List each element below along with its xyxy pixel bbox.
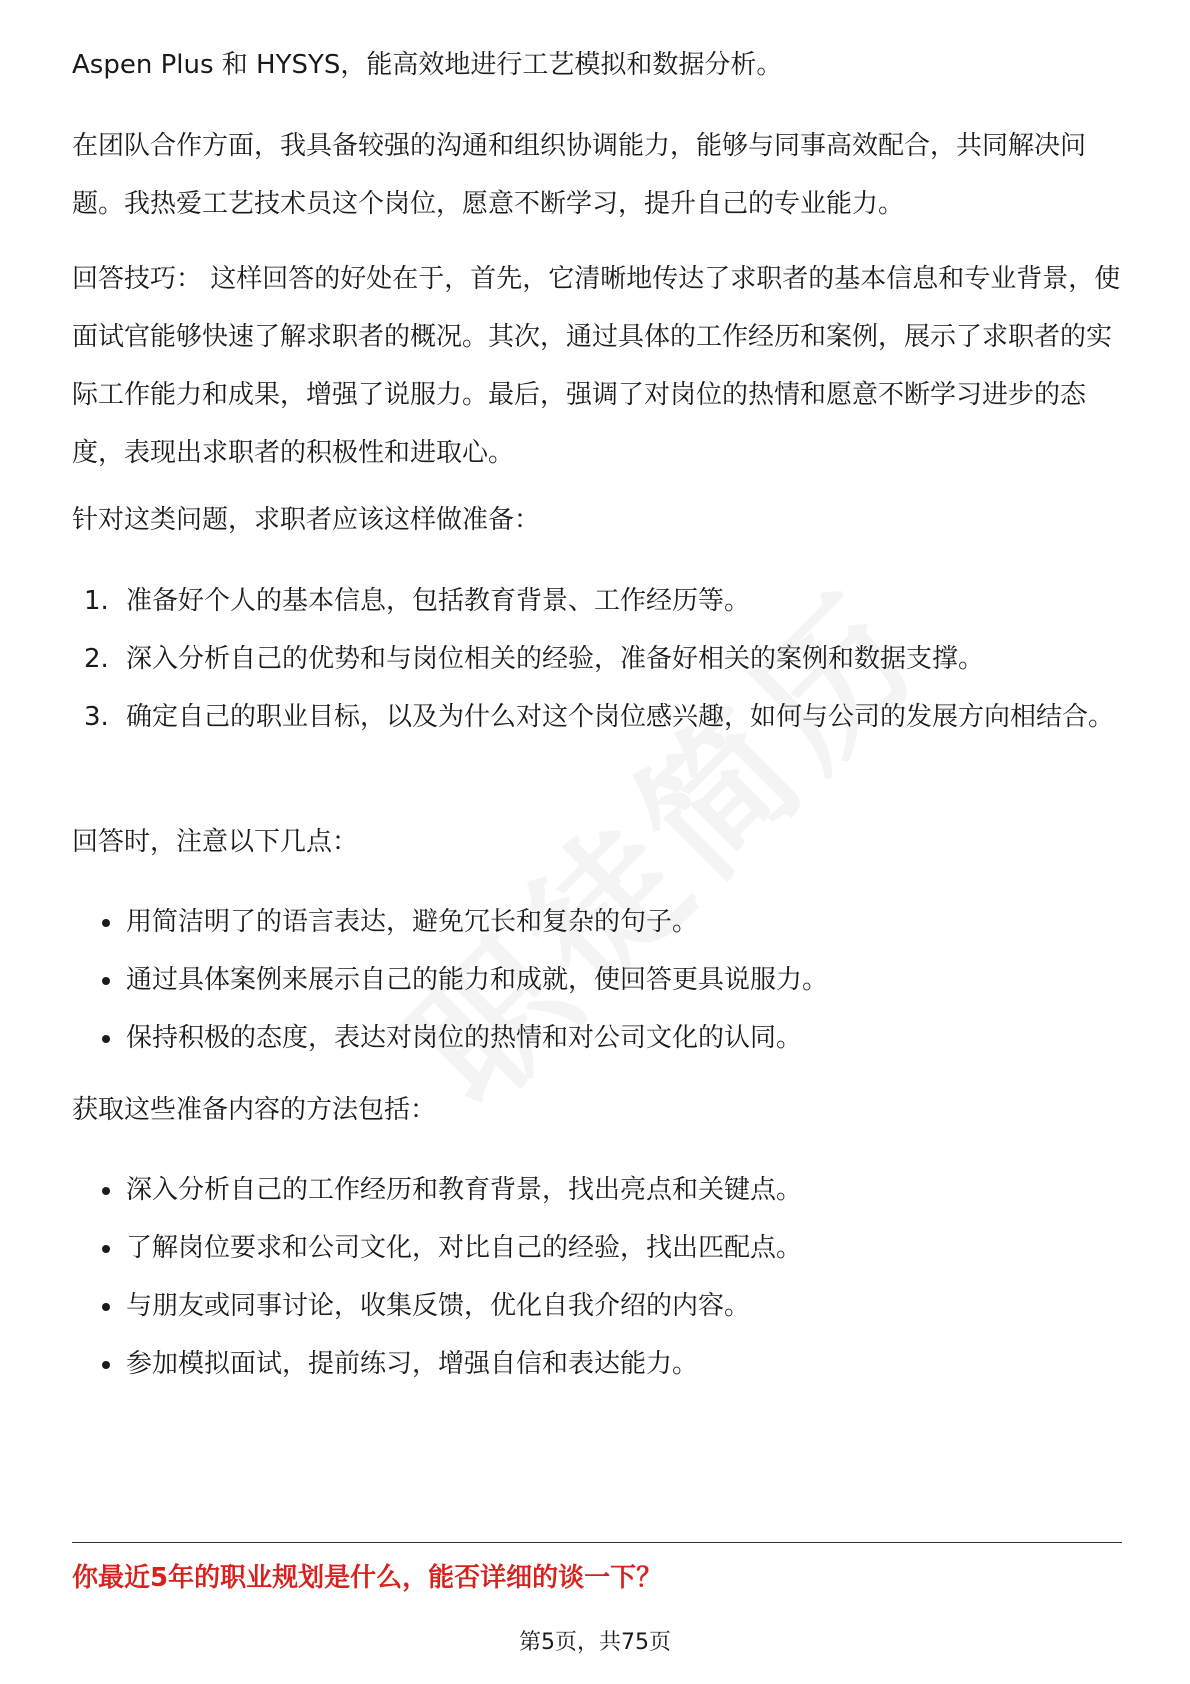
paragraph-methods-intro: 获取这些准备内容的方法包括： [72,1095,437,1125]
list-item [72,630,1122,688]
paragraph-answer-tips: 回答技巧： 这样回答的好处在于，首先，它清晰地传达了求职者的基本信息和专业背景，使面试官能够快速了解求职者的概况。其次，通过具体的工作经历和案例，展示了求职者的实际工作能力和成果，增强了说服力。最后，强调了对岗位的热情和愿意不断学习进步的态度，表现出求职者的积极性和进取心。 [72,264,1121,468]
list-item-text: 保持积极的态度，表达对岗位的热情和对公司文化的认同。 [126,1023,803,1053]
prep-list [72,572,1122,746]
bullet-icon [102,1245,110,1253]
list-item [72,1219,1122,1277]
list-item [72,1277,1122,1335]
list-item-text: 深入分析自己的优势和与岗位相关的经验，准备好相关的案例和数据支撑。 [126,644,985,674]
bullet-icon [102,1187,110,1195]
list-item [72,1161,1122,1219]
list-item-text: 了解岗位要求和公司文化，对比自己的经验，找出匹配点。 [126,1233,803,1263]
paragraph-answer-notes-intro: 回答时，注意以下几点： [72,827,359,857]
bullet-icon [102,1035,110,1043]
list-item [72,893,1122,951]
bullet-icon [102,977,110,985]
list-item-text: 确定自己的职业目标，以及为什么对这个岗位感兴趣，如何与公司的发展方向相结合。 [126,702,1115,732]
list-item-text: 深入分析自己的工作经历和教育背景，找出亮点和关键点。 [126,1175,803,1205]
methods-list [72,1161,1122,1393]
list-item-text: 通过具体案例来展示自己的能力和成就，使回答更具说服力。 [126,965,829,995]
list-number: 1. [84,586,109,616]
paragraph-prep-intro: 针对这类问题，求职者应该这样做准备： [72,505,541,535]
list-item-text: 准备好个人的基本信息，包括教育背景、工作经历等。 [126,586,751,616]
list-number: 2. [84,644,109,674]
list-item-text: 参加模拟面试，提前练习，增强自信和表达能力。 [126,1349,699,1379]
page-number: 第5页，共75页 [519,1630,671,1655]
next-question-heading: 你最近5年的职业规划是什么，能否详细的谈一下？ [72,1563,663,1593]
list-item-text: 用简洁明了的语言表达，避免冗长和复杂的句子。 [126,907,699,937]
bullet-icon [102,1303,110,1311]
notes-list [72,893,1122,1067]
section-divider [72,1542,1122,1543]
list-item-text: 与朋友或同事讨论，收集反馈，优化自我介绍的内容。 [126,1291,751,1321]
paragraph-teamwork: 在团队合作方面，我具备较强的沟通和组织协调能力，能够与同事高效配合，共同解决问题。我热爱工艺技术员这个岗位，愿意不断学习，提升自己的专业能力。 [72,131,1087,219]
bullet-icon [102,919,110,927]
list-item [72,1335,1122,1393]
paragraph-software: Aspen Plus 和 HYSYS，能高效地进行工艺模拟和数据分析。 [72,50,783,80]
list-item [72,1009,1122,1067]
list-item [72,688,1122,746]
bullet-icon [102,1361,110,1369]
list-item [72,951,1122,1009]
list-number: 3. [84,702,109,732]
list-item [72,572,1122,630]
